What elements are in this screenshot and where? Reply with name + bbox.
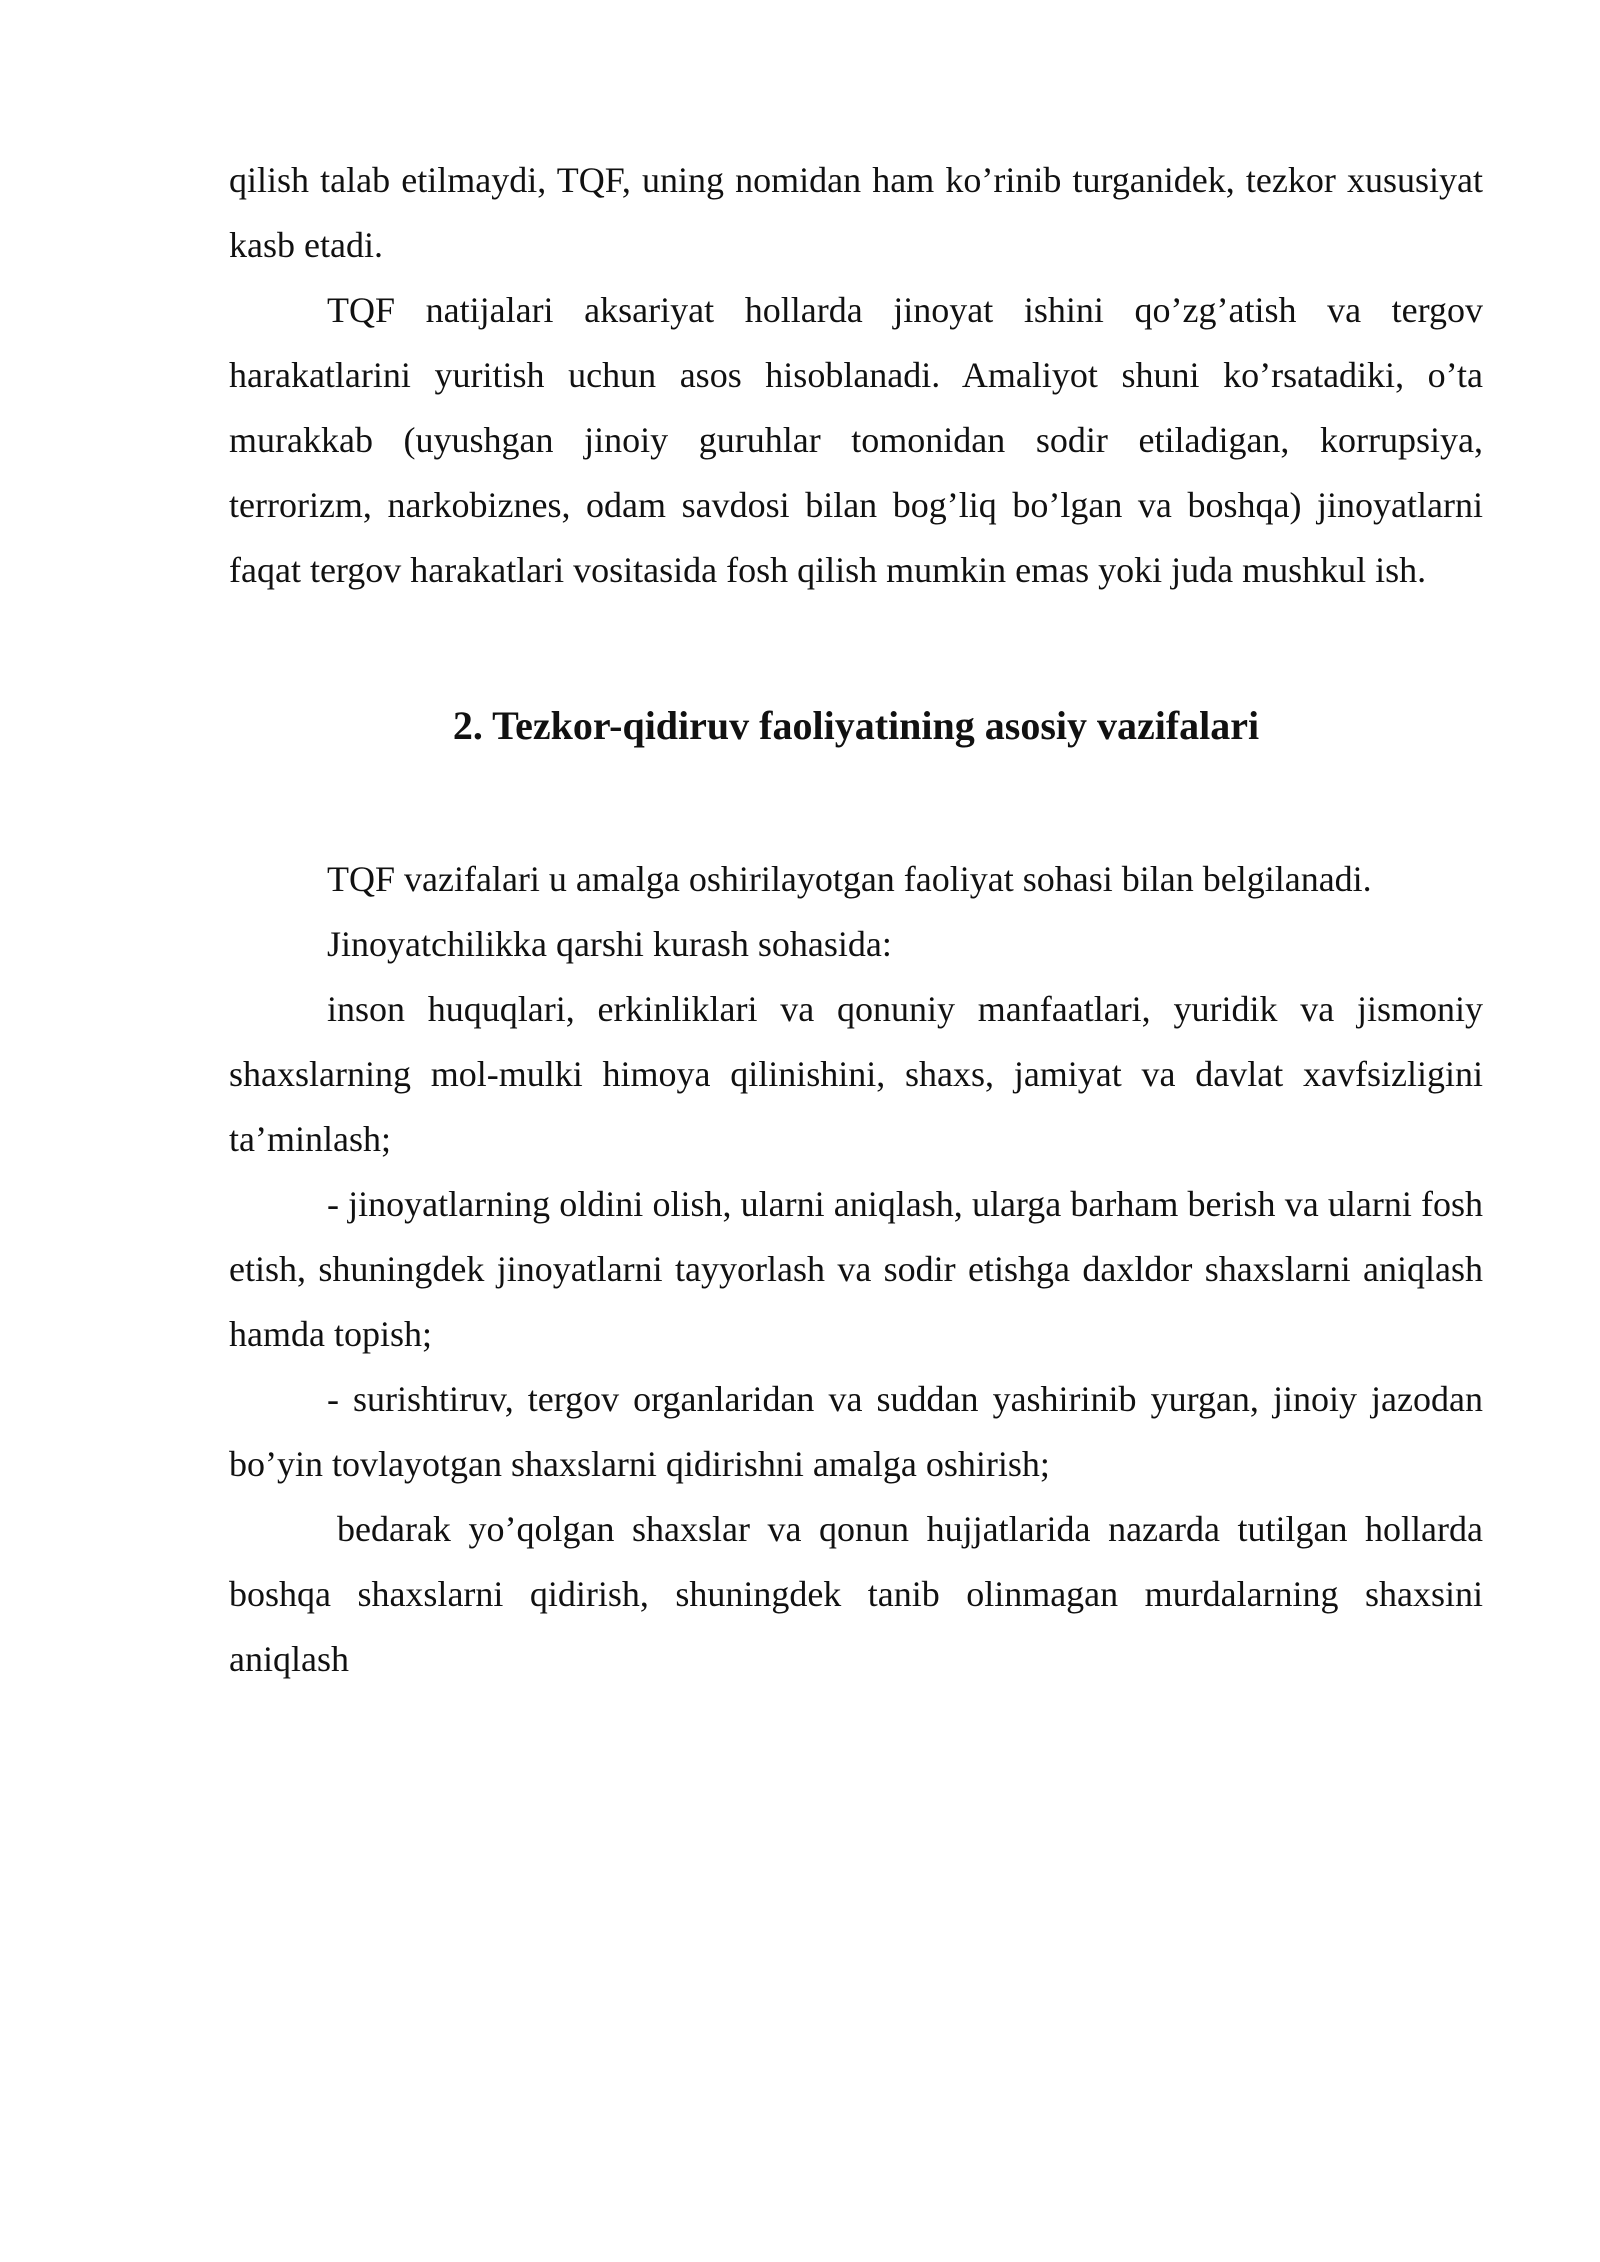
paragraph-continuation: qilish talab etilmaydi, TQF, uning nomidan ham ko’rinib turganidek, tezkor xususiyat kasb etadi. — [229, 160, 1483, 265]
paragraph-tqf-tasks: TQF vazifalari u amalga oshirilayotgan faoliyat sohasi bilan belgilanadi. — [327, 859, 1372, 899]
paragraph-tqf-results: TQF natijalari aksariyat hollarda jinoyat ishini qo’zg’atish va tergov harakatlarini yuritish uchun asos hisoblanadi. Amaliyot shuni ko’rsatadiki, o’ta murakkab (uyushgan jinoiy guruhlar tomonidan sodir etiladigan, korrupsiya, terrorizm, narkobiznes, odam savdosi bilan bog’liq bo’lgan va boshqa) jinoyatlarni faqat tergov harakatlari vositasida fosh qilish mumkin emas yoki juda mushkul ish. — [229, 290, 1483, 590]
list-item-missing-persons: bedarak yo’qolgan shaxslar va qonun hujjatlarida nazarda tutilgan hollarda boshqa shaxslarni qidirish, shuningdek tanib olinmagan murdalarning shaxsini aniqlash — [229, 1509, 1483, 1679]
paragraph-crime-fight-area: Jinoyatchilikka qarshi kurash sohasida: — [327, 924, 892, 964]
document-body — [229, 148, 1483, 1692]
list-item-human-rights: inson huquqlari, erkinliklari va qonuniy manfaatlari, yuridik va jismoniy shaxslarning mol-mulki himoya qilinishini, shaxs, jamiyat va davlat xavfsizligini ta’minlash; — [229, 989, 1483, 1159]
list-item-fugitive-search: - surishtiruv, tergov organlaridan va suddan yashirinib yurgan, jinoiy jazodan bo’yin tovlayotgan shaxslarni qidirishni amalga oshirish; — [229, 1379, 1483, 1484]
list-item-crime-prevention: - jinoyatlarning oldini olish, ularni aniqlash, ularga barham berish va ularni fosh etish, shuningdek jinoyatlarni tayyorlash va sodir etishga daxldor shaxslarni aniqlash hamda topish; — [229, 1184, 1483, 1354]
section-heading: 2. Tezkor-qidiruv faoliyatining asosiy vazifalari — [452, 703, 1260, 748]
